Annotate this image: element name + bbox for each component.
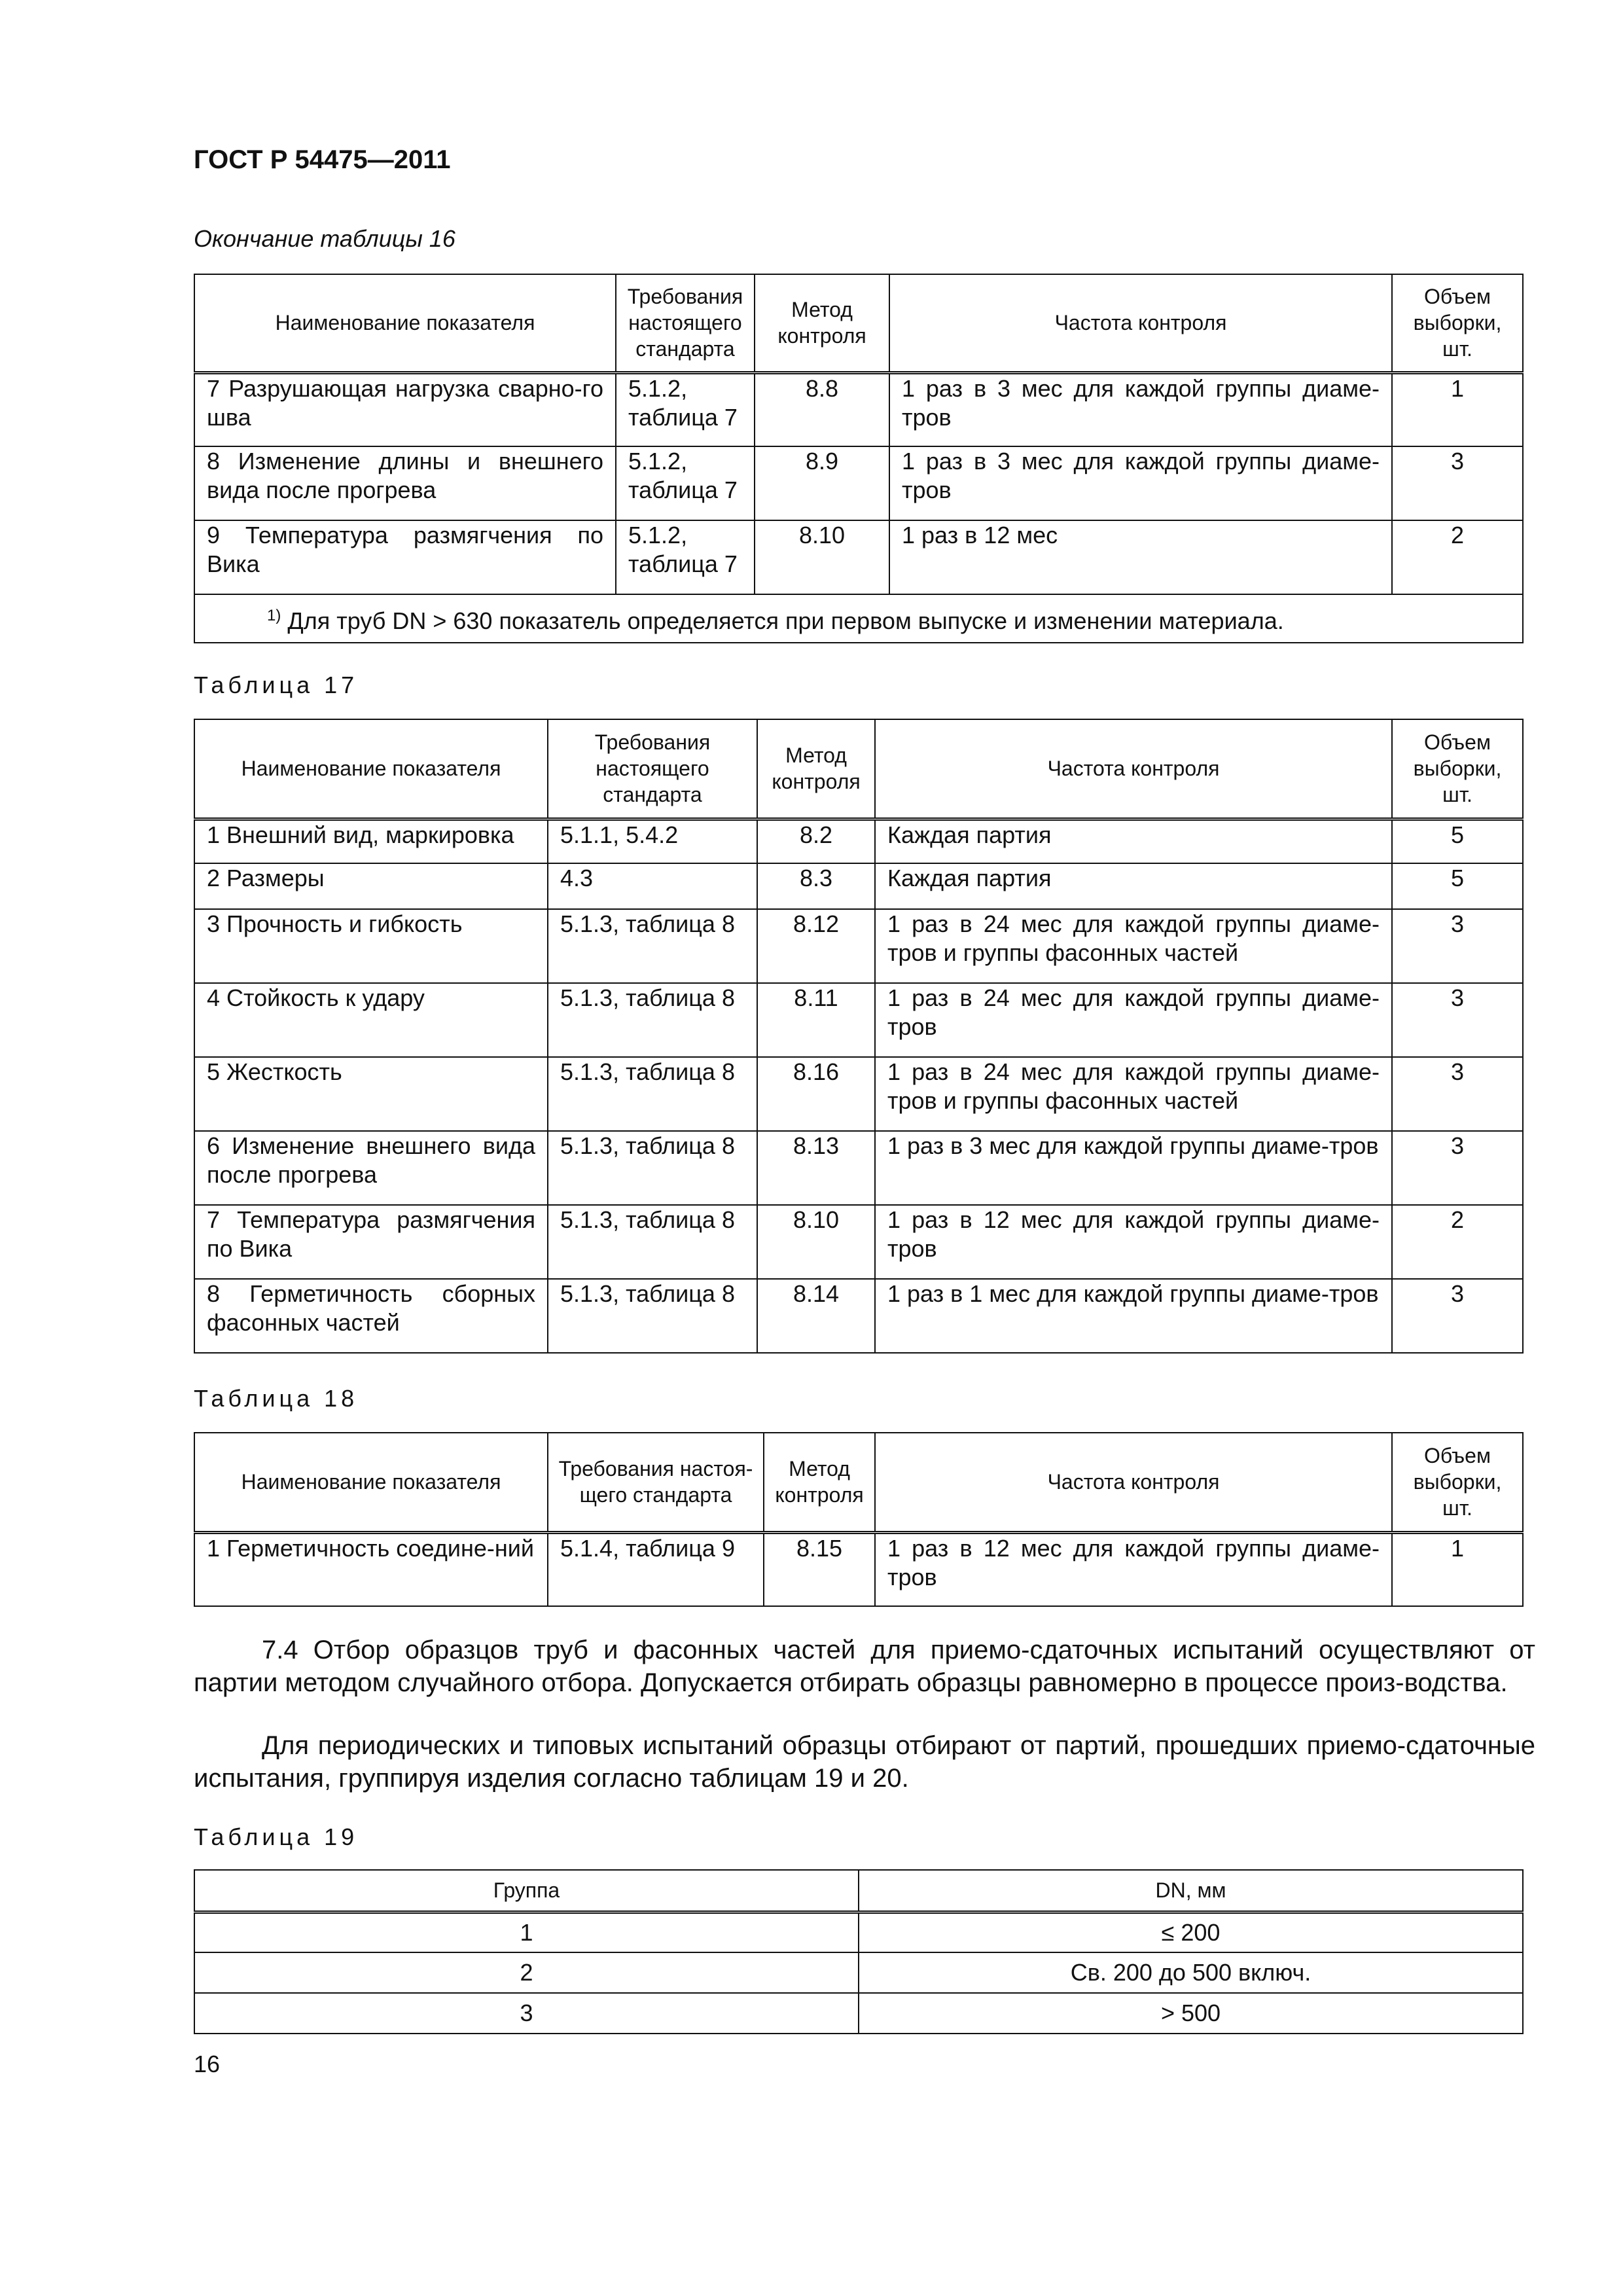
table18-caption: Таблица 18 <box>194 1385 359 1412</box>
cell-sample: 3 <box>1392 446 1523 520</box>
col-header-name: Наименование показателя <box>194 719 548 819</box>
cell-freq: 1 раз в 3 мес для каждой группы диаме-тров <box>875 1131 1392 1205</box>
cell-sample: 1 <box>1392 372 1523 446</box>
cell-freq: Каждая партия <box>875 819 1392 863</box>
cell-freq: 1 раз в 3 мес для каждой группы диаме-тров <box>889 372 1392 446</box>
table-row <box>194 863 1523 909</box>
col-header-name: Наименование показателя <box>194 1433 548 1532</box>
cell-group: 3 <box>194 1993 859 2034</box>
cell-name: 7 Температура размягчения по Вика <box>194 1205 548 1279</box>
cell-sample: 5 <box>1392 863 1523 909</box>
table-row <box>194 983 1523 1057</box>
col-header-req: Требования настоя-щего стандарта <box>548 1433 764 1532</box>
cell-name: 6 Изменение внешнего вида после прогрева <box>194 1131 548 1205</box>
cell-dn: ≤ 200 <box>859 1912 1523 1952</box>
cell-req: 5.1.3, таблица 8 <box>548 1057 757 1131</box>
table-row <box>194 819 1523 863</box>
table-row <box>194 372 1523 446</box>
table-row <box>194 1912 1523 1952</box>
col-header-method: Метод контроля <box>755 274 889 372</box>
table-19 <box>194 1869 1524 2034</box>
cell-freq: 1 раз в 3 мес для каждой группы диаме-тров <box>889 446 1392 520</box>
cell-req: 5.1.2, таблица 7 <box>616 372 755 446</box>
col-header-sample: Объем выборки, шт. <box>1392 719 1523 819</box>
col-header-sample: Объем выборки, шт. <box>1392 1433 1523 1532</box>
col-header-method: Метод контроля <box>764 1433 875 1532</box>
col-header-freq: Частота контроля <box>875 1433 1392 1532</box>
col-header-req: Требования настоящего стандарта <box>548 719 757 819</box>
table17-caption: Таблица 17 <box>194 672 359 698</box>
table-row <box>194 1532 1523 1606</box>
paragraph-sampling: Для периодических и типовых испытаний образцы отбирают от партий, прошедших приемо-сдаточные испытания, группируя изделия согласно таблицам 19 и 20. <box>194 1731 1535 1793</box>
cell-name: 8 Изменение длины и внешнего вида после прогрева <box>194 446 616 520</box>
table-footnote-row <box>194 594 1523 643</box>
table-footnote <box>194 594 1523 643</box>
cell-freq: 1 раз в 24 мес для каждой группы диаме-тров и группы фасонных частей <box>875 909 1392 983</box>
cell-req: 5.1.2, таблица 7 <box>616 446 755 520</box>
cell-method: 8.2 <box>757 819 875 863</box>
table16-continuation-caption: Окончание таблицы 16 <box>194 225 455 252</box>
cell-name: 3 Прочность и гибкость <box>194 909 548 983</box>
cell-freq: 1 раз в 24 мес для каждой группы диаме-тров <box>875 983 1392 1057</box>
cell-sample: 3 <box>1392 1279 1523 1353</box>
cell-req: 5.1.3, таблица 8 <box>548 983 757 1057</box>
cell-method: 8.13 <box>757 1131 875 1205</box>
footnote-text: Для труб DN > 630 показатель определяется при первом выпуске и изменении материала. <box>281 607 1284 634</box>
cell-group: 2 <box>194 1952 859 1993</box>
table19-caption: Таблица 19 <box>194 1823 359 1850</box>
cell-name: 1 Внешний вид, маркировка <box>194 819 548 863</box>
col-header-name: Наименование показателя <box>194 274 616 372</box>
paragraph-7-4: 7.4 Отбор образцов труб и фасонных частей для приемо-сдаточных испытаний осуществляют от партии методом случайного отбора. Допускается отбирать образцы равномерно в процессе произ-водства. <box>194 1636 1535 1697</box>
cell-method: 8.15 <box>764 1532 875 1606</box>
cell-sample: 3 <box>1392 909 1523 983</box>
cell-sample: 3 <box>1392 1057 1523 1131</box>
cell-freq: 1 раз в 12 мес <box>889 520 1392 594</box>
table-row <box>194 1205 1523 1279</box>
col-header-freq: Частота контроля <box>889 274 1392 372</box>
cell-method: 8.9 <box>755 446 889 520</box>
document-header: ГОСТ Р 54475—2011 <box>194 145 451 174</box>
cell-method: 8.10 <box>757 1205 875 1279</box>
col-header-req: Требования настоящего стандарта <box>616 274 755 372</box>
cell-sample: 1 <box>1392 1532 1523 1606</box>
cell-req: 5.1.3, таблица 8 <box>548 1205 757 1279</box>
table-row <box>194 1279 1523 1353</box>
cell-req: 5.1.3, таблица 8 <box>548 1279 757 1353</box>
cell-name: 8 Герметичность сборных фасонных частей <box>194 1279 548 1353</box>
cell-req: 5.1.2, таблица 7 <box>616 520 755 594</box>
cell-req: 4.3 <box>548 863 757 909</box>
cell-method: 8.10 <box>755 520 889 594</box>
col-header-freq: Частота контроля <box>875 719 1392 819</box>
cell-method: 8.14 <box>757 1279 875 1353</box>
table-row <box>194 1952 1523 1993</box>
col-header-sample: Объем выборки, шт. <box>1392 274 1523 372</box>
cell-name: 1 Герметичность соедине-ний <box>194 1532 548 1606</box>
cell-freq: 1 раз в 24 мес для каждой группы диаме-тров и группы фасонных частей <box>875 1057 1392 1131</box>
cell-name: 4 Стойкость к удару <box>194 983 548 1057</box>
cell-dn: Св. 200 до 500 включ. <box>859 1952 1523 1993</box>
cell-req: 5.1.4, таблица 9 <box>548 1532 764 1606</box>
col-header-dn: DN, мм <box>859 1870 1523 1912</box>
page-number: 16 <box>194 2051 221 2077</box>
cell-name: 7 Разрушающая нагрузка сварно-го шва <box>194 372 616 446</box>
table-row <box>194 1057 1523 1131</box>
cell-sample: 5 <box>1392 819 1523 863</box>
cell-group: 1 <box>194 1912 859 1952</box>
table-16 <box>194 274 1524 643</box>
cell-method: 8.16 <box>757 1057 875 1131</box>
cell-sample: 2 <box>1392 1205 1523 1279</box>
cell-dn: > 500 <box>859 1993 1523 2034</box>
col-header-method: Метод контроля <box>757 719 875 819</box>
cell-req: 5.1.3, таблица 8 <box>548 1131 757 1205</box>
table-row <box>194 909 1523 983</box>
cell-sample: 2 <box>1392 520 1523 594</box>
cell-freq: 1 раз в 1 мес для каждой группы диаме-тров <box>875 1279 1392 1353</box>
cell-method: 8.8 <box>755 372 889 446</box>
table-17 <box>194 719 1524 1354</box>
cell-method: 8.12 <box>757 909 875 983</box>
cell-freq: Каждая партия <box>875 863 1392 909</box>
cell-req: 5.1.1, 5.4.2 <box>548 819 757 863</box>
table-row <box>194 1131 1523 1205</box>
cell-req: 5.1.3, таблица 8 <box>548 909 757 983</box>
cell-method: 8.3 <box>757 863 875 909</box>
table-row <box>194 520 1523 594</box>
cell-name: 5 Жесткость <box>194 1057 548 1131</box>
col-header-group: Группа <box>194 1870 859 1912</box>
footnote-mark: 1) <box>267 607 281 624</box>
cell-sample: 3 <box>1392 1131 1523 1205</box>
table-row <box>194 1993 1523 2034</box>
cell-freq: 1 раз в 12 мес для каждой группы диаме-тров <box>875 1532 1392 1606</box>
cell-method: 8.11 <box>757 983 875 1057</box>
cell-name: 2 Размеры <box>194 863 548 909</box>
cell-name: 9 Температура размягчения по Вика <box>194 520 616 594</box>
table-18 <box>194 1432 1524 1607</box>
cell-freq: 1 раз в 12 мес для каждой группы диаме-тров <box>875 1205 1392 1279</box>
table-row <box>194 446 1523 520</box>
cell-sample: 3 <box>1392 983 1523 1057</box>
